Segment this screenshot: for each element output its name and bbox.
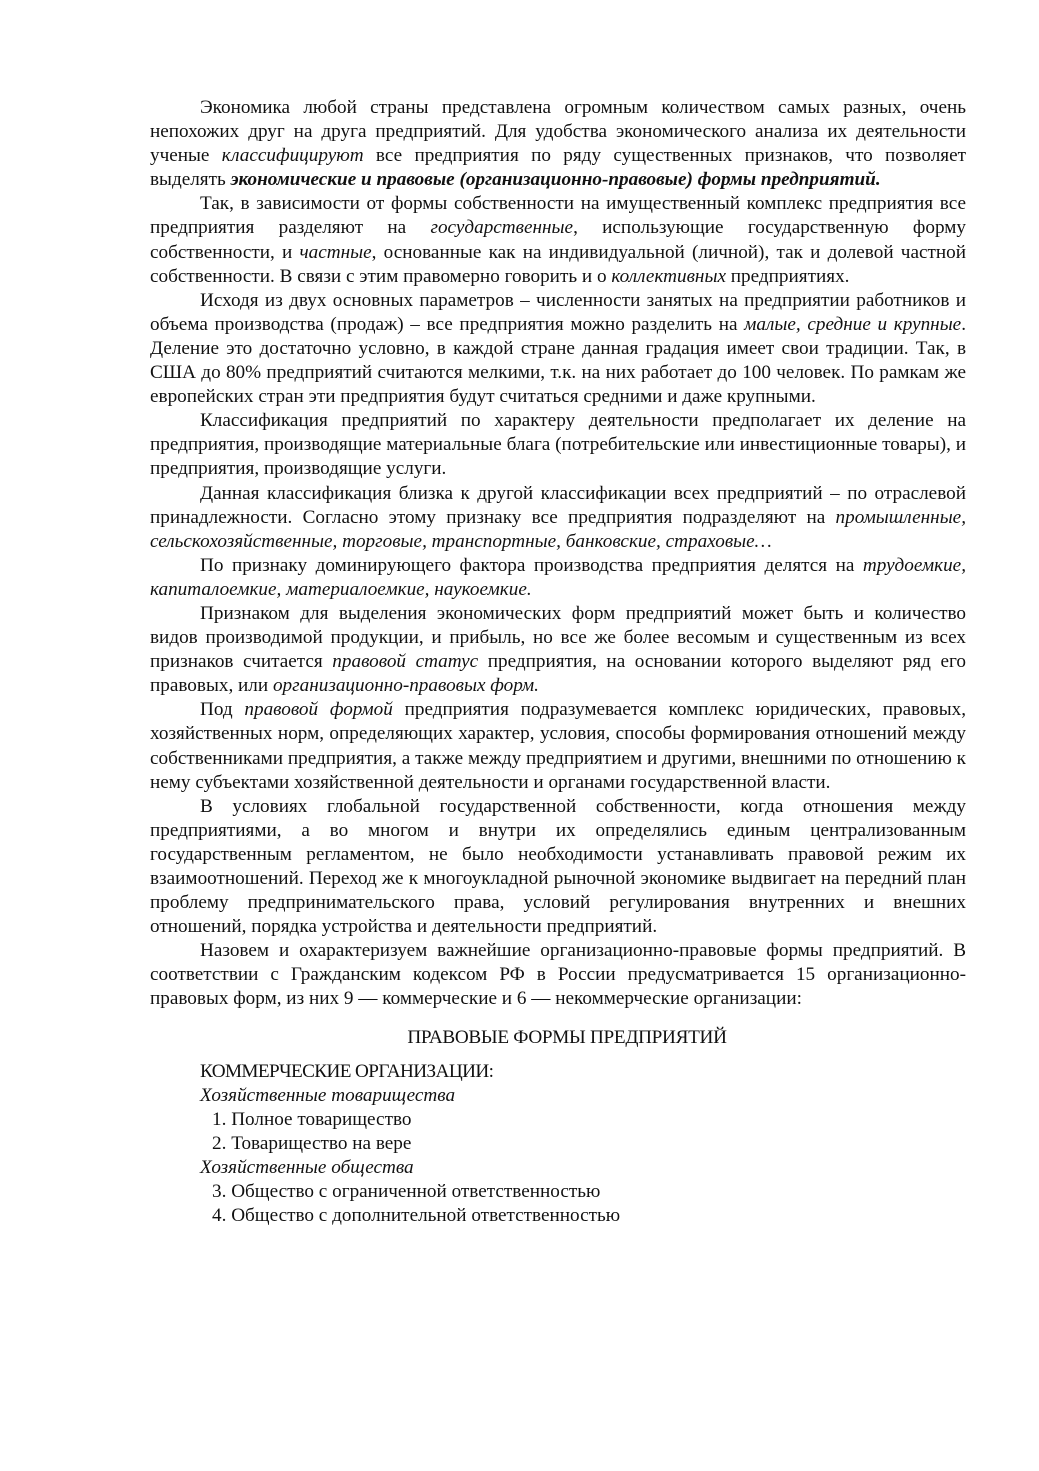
- text-run: По признаку доминирующего фактора производства предприятия делятся на: [200, 554, 863, 576]
- text-run: все предприятия по ряду существенных признаков, что позволяет выделять: [150, 145, 967, 191]
- emphasis-text: организационно-правовых форм.: [272, 675, 539, 697]
- text-run: Под: [200, 699, 245, 721]
- text-run: предприятия подразумевается комплекс юридических, правовых, хозяйственных норм, определяющих характер, условия, способы формирования отношений между собственниками предприятия, а также между предприятием и другими, внешними по отношению к нему субъектами хозяйственной деятельности и органами государственной власти.: [150, 699, 966, 793]
- text-run: Признаком для выделения экономических форм предприятий может быть и количество видов производимой продукции, и прибыль, но все же более весомым и существенным из всех признаков считается: [150, 602, 966, 673]
- emphasis-text: экономические и правовые (организационно-правовые) формы предприятий.: [230, 169, 881, 191]
- text-run: В условиях глобальной государственной собственности, когда отношения между предприятиями, а во многом и внутри их определялись единым централизованным государственным регламентом, не было необходимости устанавливать правовой режим их взаимоотношений. Переход же к многоукладной рыночной экономике выдвигает на передний план проблему предпринимательского права, условий регулирования внутренних и внешних отношений, порядка устройства и деятельности предприятий.: [150, 795, 966, 938]
- document-page: [150, 96, 966, 1228]
- emphasis-text: промышленные, сельскохозяйственные, торговые, транспортные, банковские, страховые…: [150, 506, 966, 552]
- list-item: 1. Полное товарищество: [212, 1108, 412, 1130]
- paragraph: [150, 482, 966, 554]
- paragraph: [150, 96, 966, 192]
- emphasis-text: классифицируют: [221, 145, 364, 167]
- paragraph: [150, 192, 966, 288]
- paragraph: [150, 289, 966, 409]
- text-run: Так, в зависимости от формы собственности на имущественный комплекс предприятия все предприятия разделяют на: [150, 193, 966, 239]
- text-run: Классификация предприятий по характеру деятельности предполагает их деление на предприятия, производящие материальные блага (потребительские или инвестиционные товары), и предприятия, производящие услуги.: [150, 410, 966, 480]
- text-run: , основанные как на индивидуальной (личной), так и долевой частной собственности. В связи с этим правомерно говорить и о: [150, 241, 966, 287]
- emphasis-text: правовой формой: [244, 699, 393, 721]
- text-run: Экономика любой страны представлена огромным количеством самых разных, очень непохожих друг на друга предприятий. Для удобства экономического анализа их деятельности ученые: [150, 97, 966, 167]
- text-run: предприятия, на основании которого выделяют ряд его правовых, или: [150, 651, 966, 697]
- list-item: 4. Общество с дополнительной ответственностью: [212, 1205, 621, 1227]
- paragraph: [150, 939, 966, 1011]
- text-run: предприятиях.: [725, 265, 850, 287]
- text-run: Назовем и охарактеризуем важнейшие организационно-правовые формы предприятий. В соответствии с Гражданским кодексом РФ в России предусматривается 15 организационно-правовых форм, из них 9 — коммерческие и 6 — некоммерческие организации:: [150, 940, 966, 1010]
- paragraph: [150, 795, 966, 940]
- text-run: Данная классификация близка к другой классификации всех предприятий – по отраслевой принадлежности. Согласно этому признаку все предприятия подразделяют на: [150, 482, 966, 528]
- group-title: Хозяйственные общества: [200, 1157, 414, 1179]
- legal-forms-list: [150, 1060, 966, 1229]
- emphasis-text: коллективных: [611, 265, 726, 287]
- paragraph: [150, 698, 966, 794]
- paragraph: [150, 602, 966, 698]
- emphasis-text: частные: [299, 241, 372, 263]
- body-text: [150, 96, 966, 1012]
- paragraph: [150, 409, 966, 481]
- commercial-organizations-title: КОММЕРЧЕСКИЕ ОРГАНИЗАЦИИ:: [200, 1060, 494, 1082]
- paragraph: [150, 554, 966, 602]
- emphasis-text: правовой статус: [332, 651, 479, 673]
- text-run: . Деление это достаточно условно, в каждой стране данная градация имеет свои традиции. Так, в США до 80% предприятий считаются мелкими, т.к. на них работает до 100 человек. По рамкам же европейских стран эти предприятия будут считаться средними и даже крупными.: [150, 313, 966, 408]
- emphasis-text: трудоемкие, капиталоемкие, материалоемкие, наукоемкие.: [150, 554, 966, 600]
- list-item: 2. Товарищество на вере: [212, 1132, 412, 1154]
- emphasis-text: государственные: [430, 217, 574, 239]
- emphasis-text: малые, средние и крупные: [744, 313, 962, 335]
- section-heading: ПРАВОВЫЕ ФОРМЫ ПРЕДПРИЯТИЙ: [407, 1026, 727, 1048]
- text-run: Исходя из двух основных параметров – численности занятых на предприятии работников и объема производства (продаж) – все предприятия можно разделить на: [150, 289, 966, 335]
- text-run: , использующие государственную форму собственности, и: [150, 217, 966, 263]
- group-title: Хозяйственные товарищества: [200, 1084, 456, 1106]
- list-item: 3. Общество с ограниченной ответственностью: [212, 1181, 601, 1203]
